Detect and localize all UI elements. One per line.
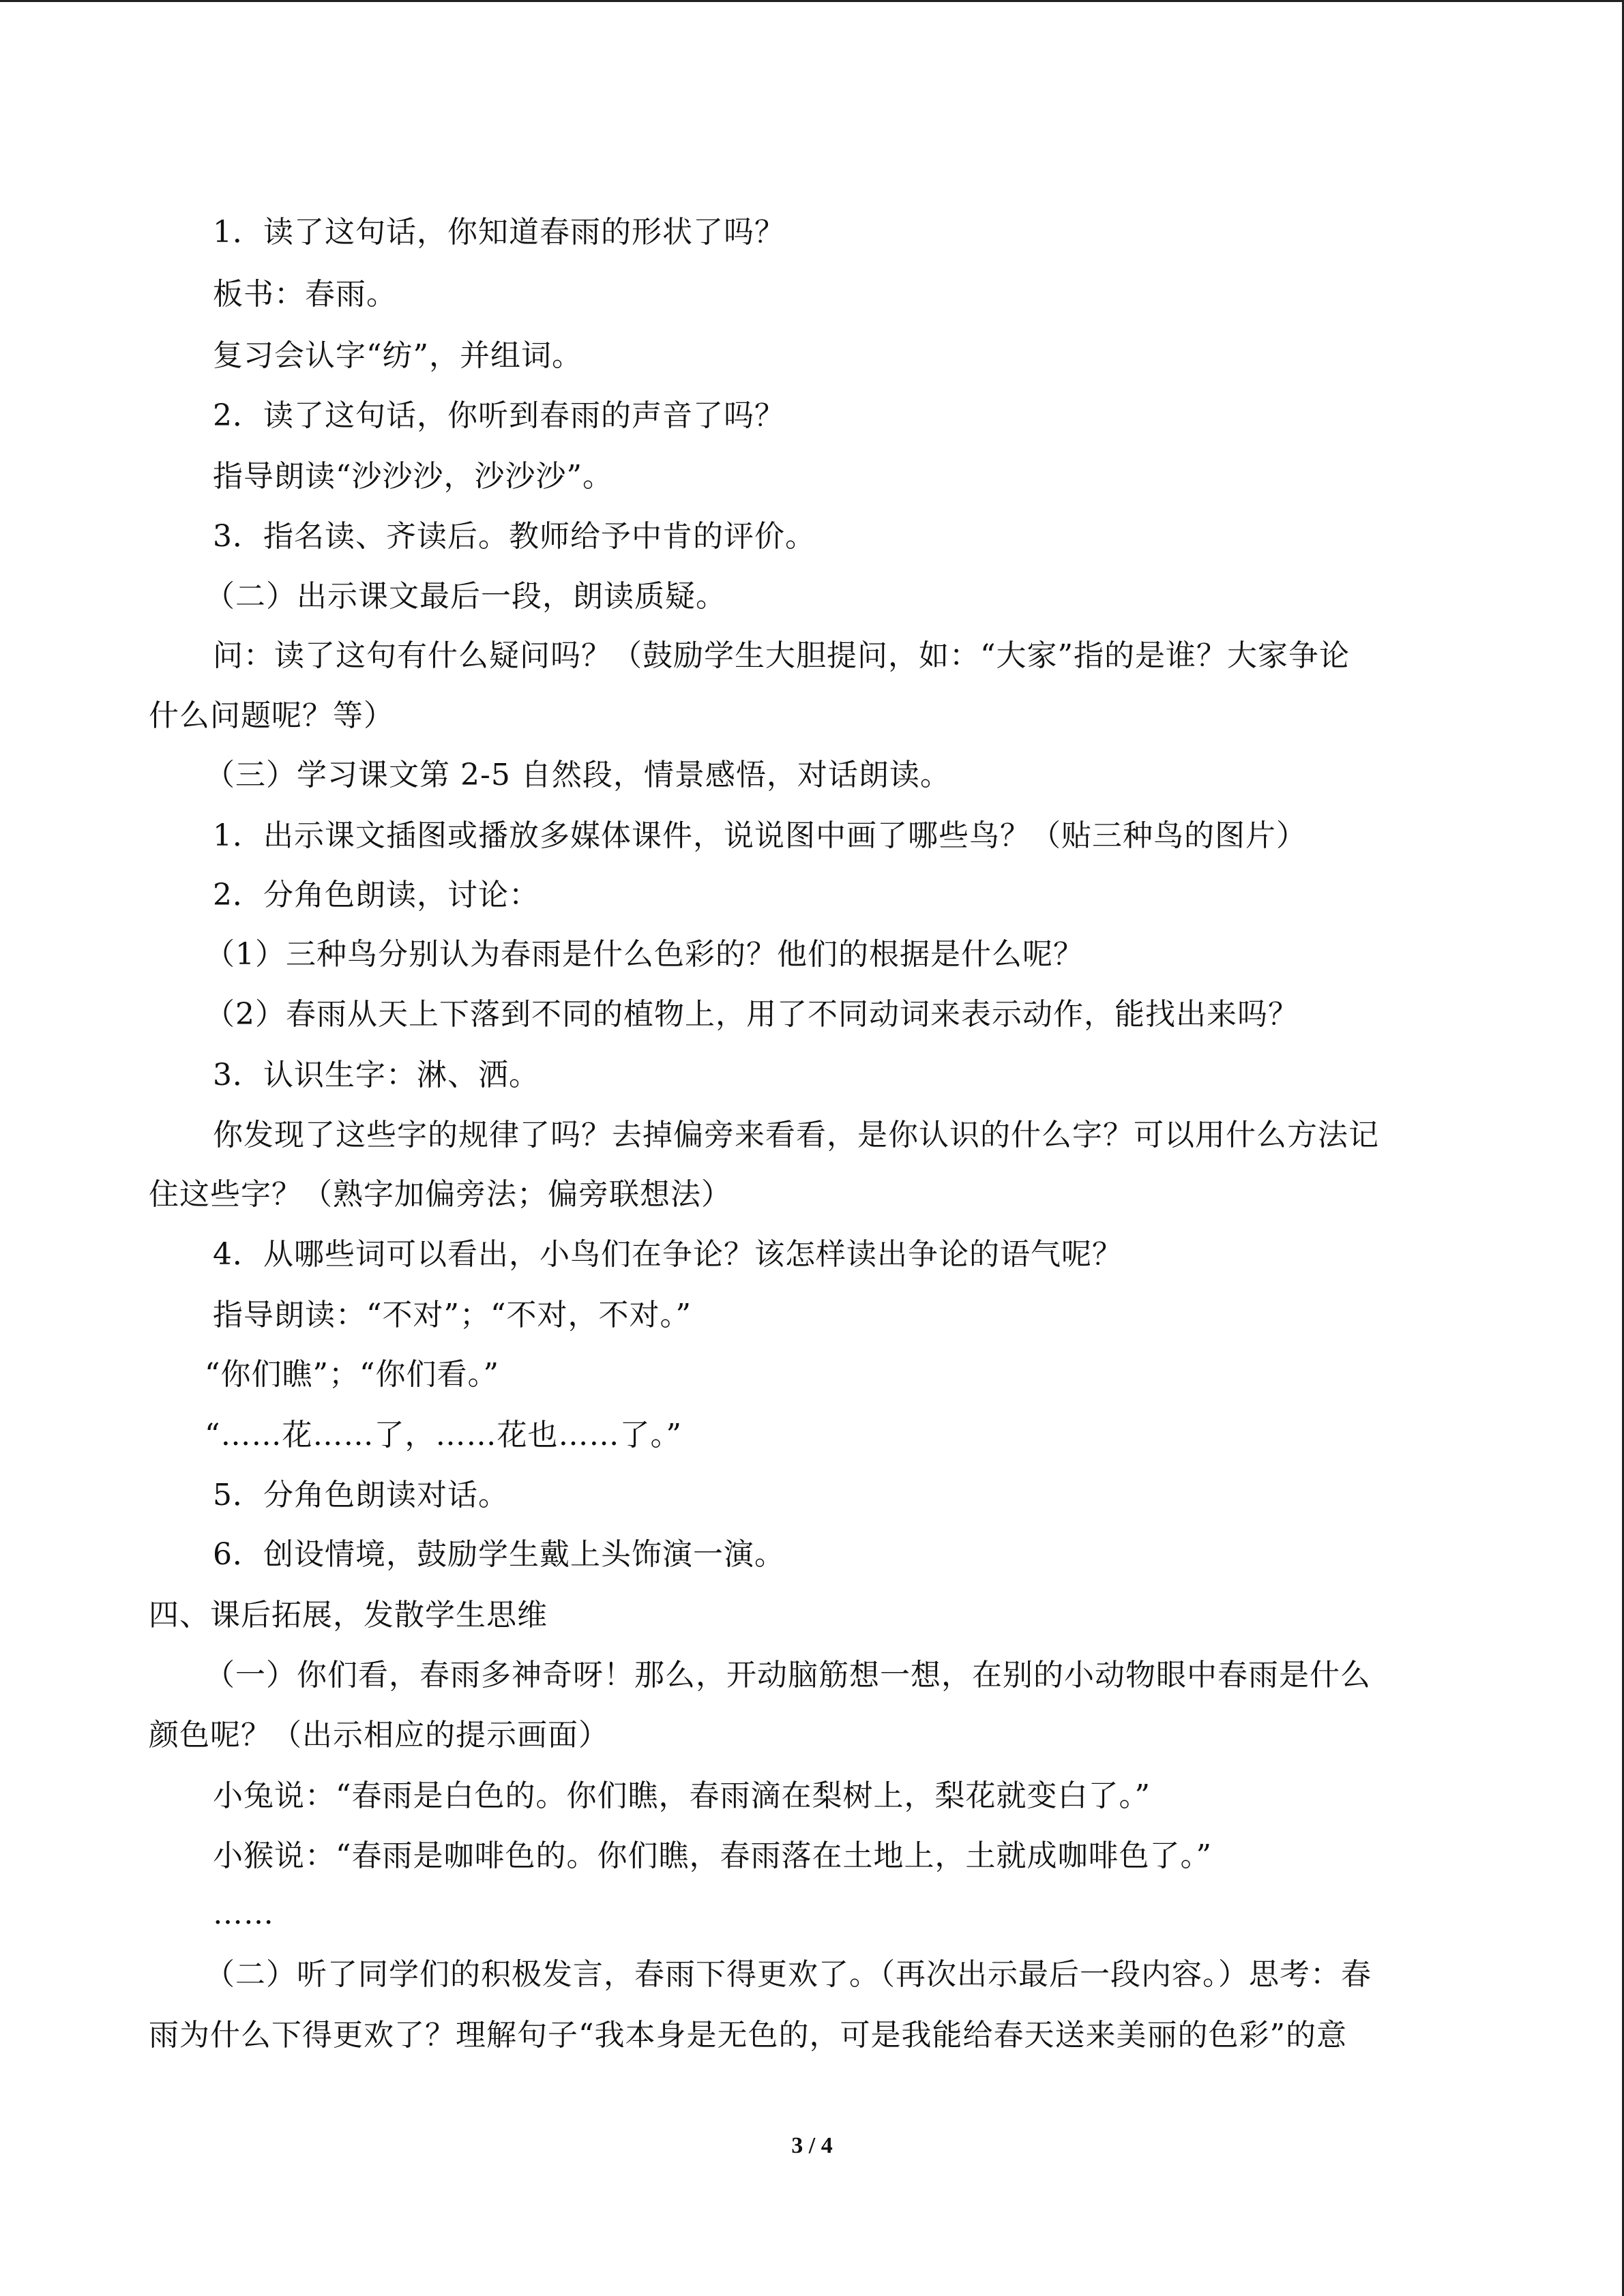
paragraph-line: 4．从哪些词可以看出，小鸟们在争论？该怎样读出争论的语气呢？ bbox=[213, 1237, 1123, 1272]
paragraph-line: 2．分角色朗读，讨论： bbox=[213, 878, 540, 912]
paragraph-line: “……花……了，……花也……了。” bbox=[205, 1418, 682, 1452]
paragraph-line: “你们瞧”；“你们看。” bbox=[205, 1357, 499, 1392]
paragraph-line: 问：读了这句有什么疑问吗？（鼓励学生大胆提问，如：“大家”指的是谁？大家争论 bbox=[213, 638, 1350, 673]
paragraph-line: 1．出示课文插图或播放多媒体课件，说说图中画了哪些鸟？（贴三种鸟的图片） bbox=[213, 818, 1307, 853]
paragraph-line: 小猴说：“春雨是咖啡色的。你们瞧，春雨落在土地上，土就成咖啡色了。” bbox=[213, 1838, 1212, 1873]
paragraph-line: 颜色呢？（出示相应的提示画面） bbox=[149, 1718, 609, 1753]
paragraph-line: 5．分角色朗读对话。 bbox=[213, 1478, 509, 1512]
paragraph-line: （一）你们看，春雨多神奇呀！那么，开动脑筋想一想，在别的小动物眼中春雨是什么 bbox=[205, 1658, 1371, 1693]
paragraph-line: 3．认识生字：淋、洒。 bbox=[213, 1058, 540, 1092]
paragraph-line: （三）学习课文第 2-5 自然段，情景感悟，对话朗读。 bbox=[205, 758, 951, 792]
paragraph-line: 指导朗读“沙沙沙，沙沙沙”。 bbox=[213, 459, 613, 494]
paragraph-line: （二）出示课文最后一段，朗读质疑。 bbox=[205, 579, 726, 614]
section-heading: 四、课后拓展，发散学生思维 bbox=[149, 1598, 548, 1632]
paragraph-line: 住这些字？（熟字加偏旁法；偏旁联想法） bbox=[149, 1177, 732, 1212]
paragraph-line: （二）听了同学们的积极发言，春雨下得更欢了。（再次出示最后一段内容。）思考：春 bbox=[205, 1957, 1372, 1992]
paragraph-line: 2．读了这句话，你听到春雨的声音了吗？ bbox=[213, 398, 785, 433]
paragraph-line: 小兔说：“春雨是白色的。你们瞧，春雨滴在梨树上，梨花就变白了。” bbox=[213, 1778, 1151, 1813]
ellipsis-line: …… bbox=[213, 1896, 274, 1931]
paragraph-line: （1）三种鸟分别认为春雨是什么色彩的？他们的根据是什么呢？ bbox=[205, 937, 1084, 972]
paragraph-line: 板书：春雨。 bbox=[213, 277, 397, 312]
paragraph-line: 1．读了这句话，你知道春雨的形状了吗？ bbox=[213, 215, 785, 250]
paragraph-line: 复习会认字“纺”，并组词。 bbox=[213, 338, 582, 373]
paragraph-line: （2）春雨从天上下落到不同的植物上，用了不同动词来表示动作，能找出来吗？ bbox=[205, 997, 1299, 1032]
paragraph-line: 雨为什么下得更欢了？理解句子“我本身是无色的，可是我能给春天送来美丽的色彩”的意 bbox=[149, 2018, 1347, 2053]
paragraph-line: 指导朗读：“不对”；“不对，不对。” bbox=[213, 1298, 692, 1332]
paragraph-line: 6．创设情境，鼓励学生戴上头饰演一演。 bbox=[213, 1537, 785, 1572]
paragraph-line: 3．指名读、齐读后。教师给予中肯的评价。 bbox=[213, 519, 816, 554]
page-number: 3 / 4 bbox=[791, 2133, 833, 2158]
paragraph-line: 你发现了这些字的规律了吗？去掉偏旁来看看，是你认识的什么字？可以用什么方法记 bbox=[213, 1118, 1379, 1152]
paragraph-line: 什么问题呢？等） bbox=[149, 698, 394, 733]
